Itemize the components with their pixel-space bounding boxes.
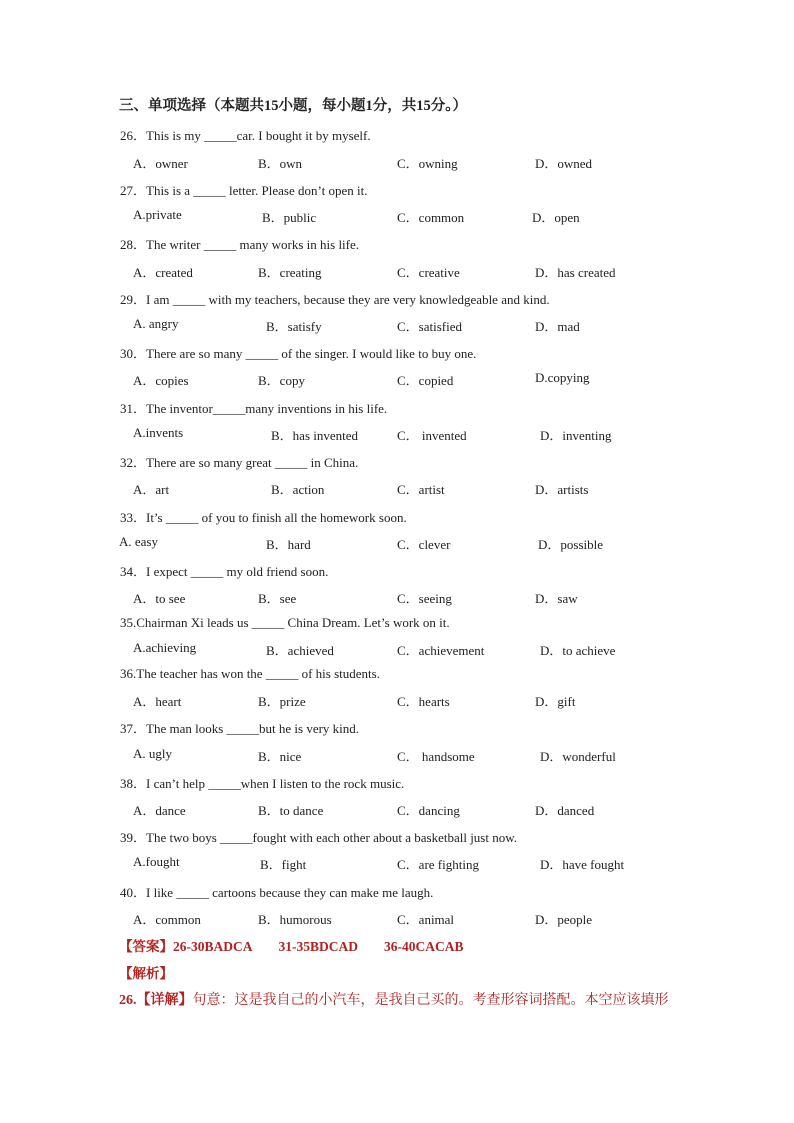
question-option: C．seeing (397, 591, 452, 606)
detail-head: 26.【详解】 (119, 993, 193, 1008)
question-option: B．action (271, 482, 325, 497)
question-option: C．common (397, 210, 465, 225)
question-option: D．possible (538, 537, 604, 552)
question-option: B．creating (258, 265, 322, 280)
question-option: D．have fought (540, 857, 625, 872)
question-option: A．owner (133, 156, 188, 171)
question-option: A．copies (133, 373, 189, 388)
question-option: D．people (535, 912, 593, 927)
question-option: A.invents (133, 425, 184, 440)
analysis-label: 【解析】 (119, 966, 173, 981)
answer-group: 31-35BDCAD (278, 939, 358, 954)
question-option: B．own (258, 156, 303, 171)
question-stem: 26．This is my _____car. I bought it by myself. (120, 128, 371, 143)
question-option: B．fight (260, 857, 307, 872)
question-option: B．humorous (258, 912, 332, 927)
question-stem: 32．There are so many great _____ in China. (120, 455, 359, 470)
question-option: D．to achieve (540, 643, 616, 658)
question-option: A．dance (133, 803, 186, 818)
question-option: C．dancing (397, 803, 460, 818)
question-option: A．heart (133, 694, 182, 709)
question-option: D．has created (535, 265, 616, 280)
question-option: B．public (262, 210, 317, 225)
question-option: B．satisfy (266, 319, 322, 334)
question-stem: 27．This is a _____ letter. Please don’t open it. (120, 183, 368, 198)
question-stem: 38．I can’t help _____when I listen to the rock music. (120, 776, 405, 791)
answer-label: 【答案】 (119, 939, 173, 954)
question-option: D．wonderful (540, 749, 616, 764)
answer-group: 26-30BADCA (173, 939, 253, 954)
question-option: D．artists (535, 482, 589, 497)
answer-group: 36-40CACAB (384, 939, 464, 954)
question-option: B．to dance (258, 803, 324, 818)
question-option: D．inventing (540, 428, 612, 443)
detail-line (119, 989, 669, 1009)
question-option: C．clever (397, 537, 451, 552)
question-option: D．mad (535, 319, 580, 334)
question-stem: 33．It’s _____ of you to finish all the homework soon. (120, 510, 407, 525)
question-option: C． handsome (397, 749, 475, 764)
answer-line (119, 935, 464, 955)
question-option: B．hard (266, 537, 311, 552)
question-option: A.achieving (133, 640, 197, 655)
section-title: 三、单项选择（本题共15小题，每小题1分，共15分。） (119, 98, 467, 114)
question-option: C．animal (397, 912, 455, 927)
question-option: C．satisfied (397, 319, 462, 334)
question-option: B．see (258, 591, 297, 606)
question-option: A. easy (119, 534, 158, 549)
question-stem: 28．The writer _____ many works in his life. (120, 237, 360, 252)
question-option: B．prize (258, 694, 306, 709)
question-stem: 35.Chairman Xi leads us _____ China Dream. Let’s work on it. (120, 615, 450, 630)
question-option: C．copied (397, 373, 454, 388)
question-option: C． invented (397, 428, 467, 443)
question-option: D．saw (535, 591, 578, 606)
question-option: C．owning (397, 156, 458, 171)
question-option: C．hearts (397, 694, 450, 709)
question-stem: 31．The inventor_____many inventions in his life. (120, 401, 388, 416)
question-option: C．creative (397, 265, 460, 280)
question-option: B．achieved (266, 643, 334, 658)
question-stem: 39．The two boys _____fought with each other about a basketball just now. (120, 830, 518, 845)
question-option: D．open (532, 210, 580, 225)
question-option: A. ugly (133, 746, 172, 761)
question-option: A．common (133, 912, 201, 927)
question-option: D.copying (535, 370, 590, 385)
question-option: C．are fighting (397, 857, 479, 872)
question-option: B．copy (258, 373, 305, 388)
question-option: A. angry (133, 316, 179, 331)
question-stem: 36.The teacher has won the _____ of his students. (120, 666, 380, 681)
question-option: A.fought (133, 854, 180, 869)
detail-text: 句意：这是我自己的小汽车，是我自己买的。考查形容词搭配。本空应该填形 (192, 993, 669, 1008)
question-stem: 40．I like _____ cartoons because they can make me laugh. (120, 885, 434, 900)
question-option: A．to see (133, 591, 186, 606)
question-option: A．art (133, 482, 170, 497)
question-option: B．nice (258, 749, 302, 764)
question-option: D．danced (535, 803, 595, 818)
question-option: B．has invented (271, 428, 359, 443)
question-option: A.private (133, 207, 182, 222)
question-stem: 30．There are so many _____ of the singer. I would like to buy one. (120, 346, 477, 361)
question-stem: 37．The man looks _____but he is very kind. (120, 721, 360, 736)
question-option: D．gift (535, 694, 576, 709)
question-option: C．achievement (397, 643, 485, 658)
question-stem: 29．I am _____ with my teachers, because they are very knowledgeable and kind. (120, 292, 550, 307)
question-stem: 34．I expect _____ my old friend soon. (120, 564, 329, 579)
question-option: C．artist (397, 482, 445, 497)
question-option: A．created (133, 265, 193, 280)
question-option: D．owned (535, 156, 593, 171)
